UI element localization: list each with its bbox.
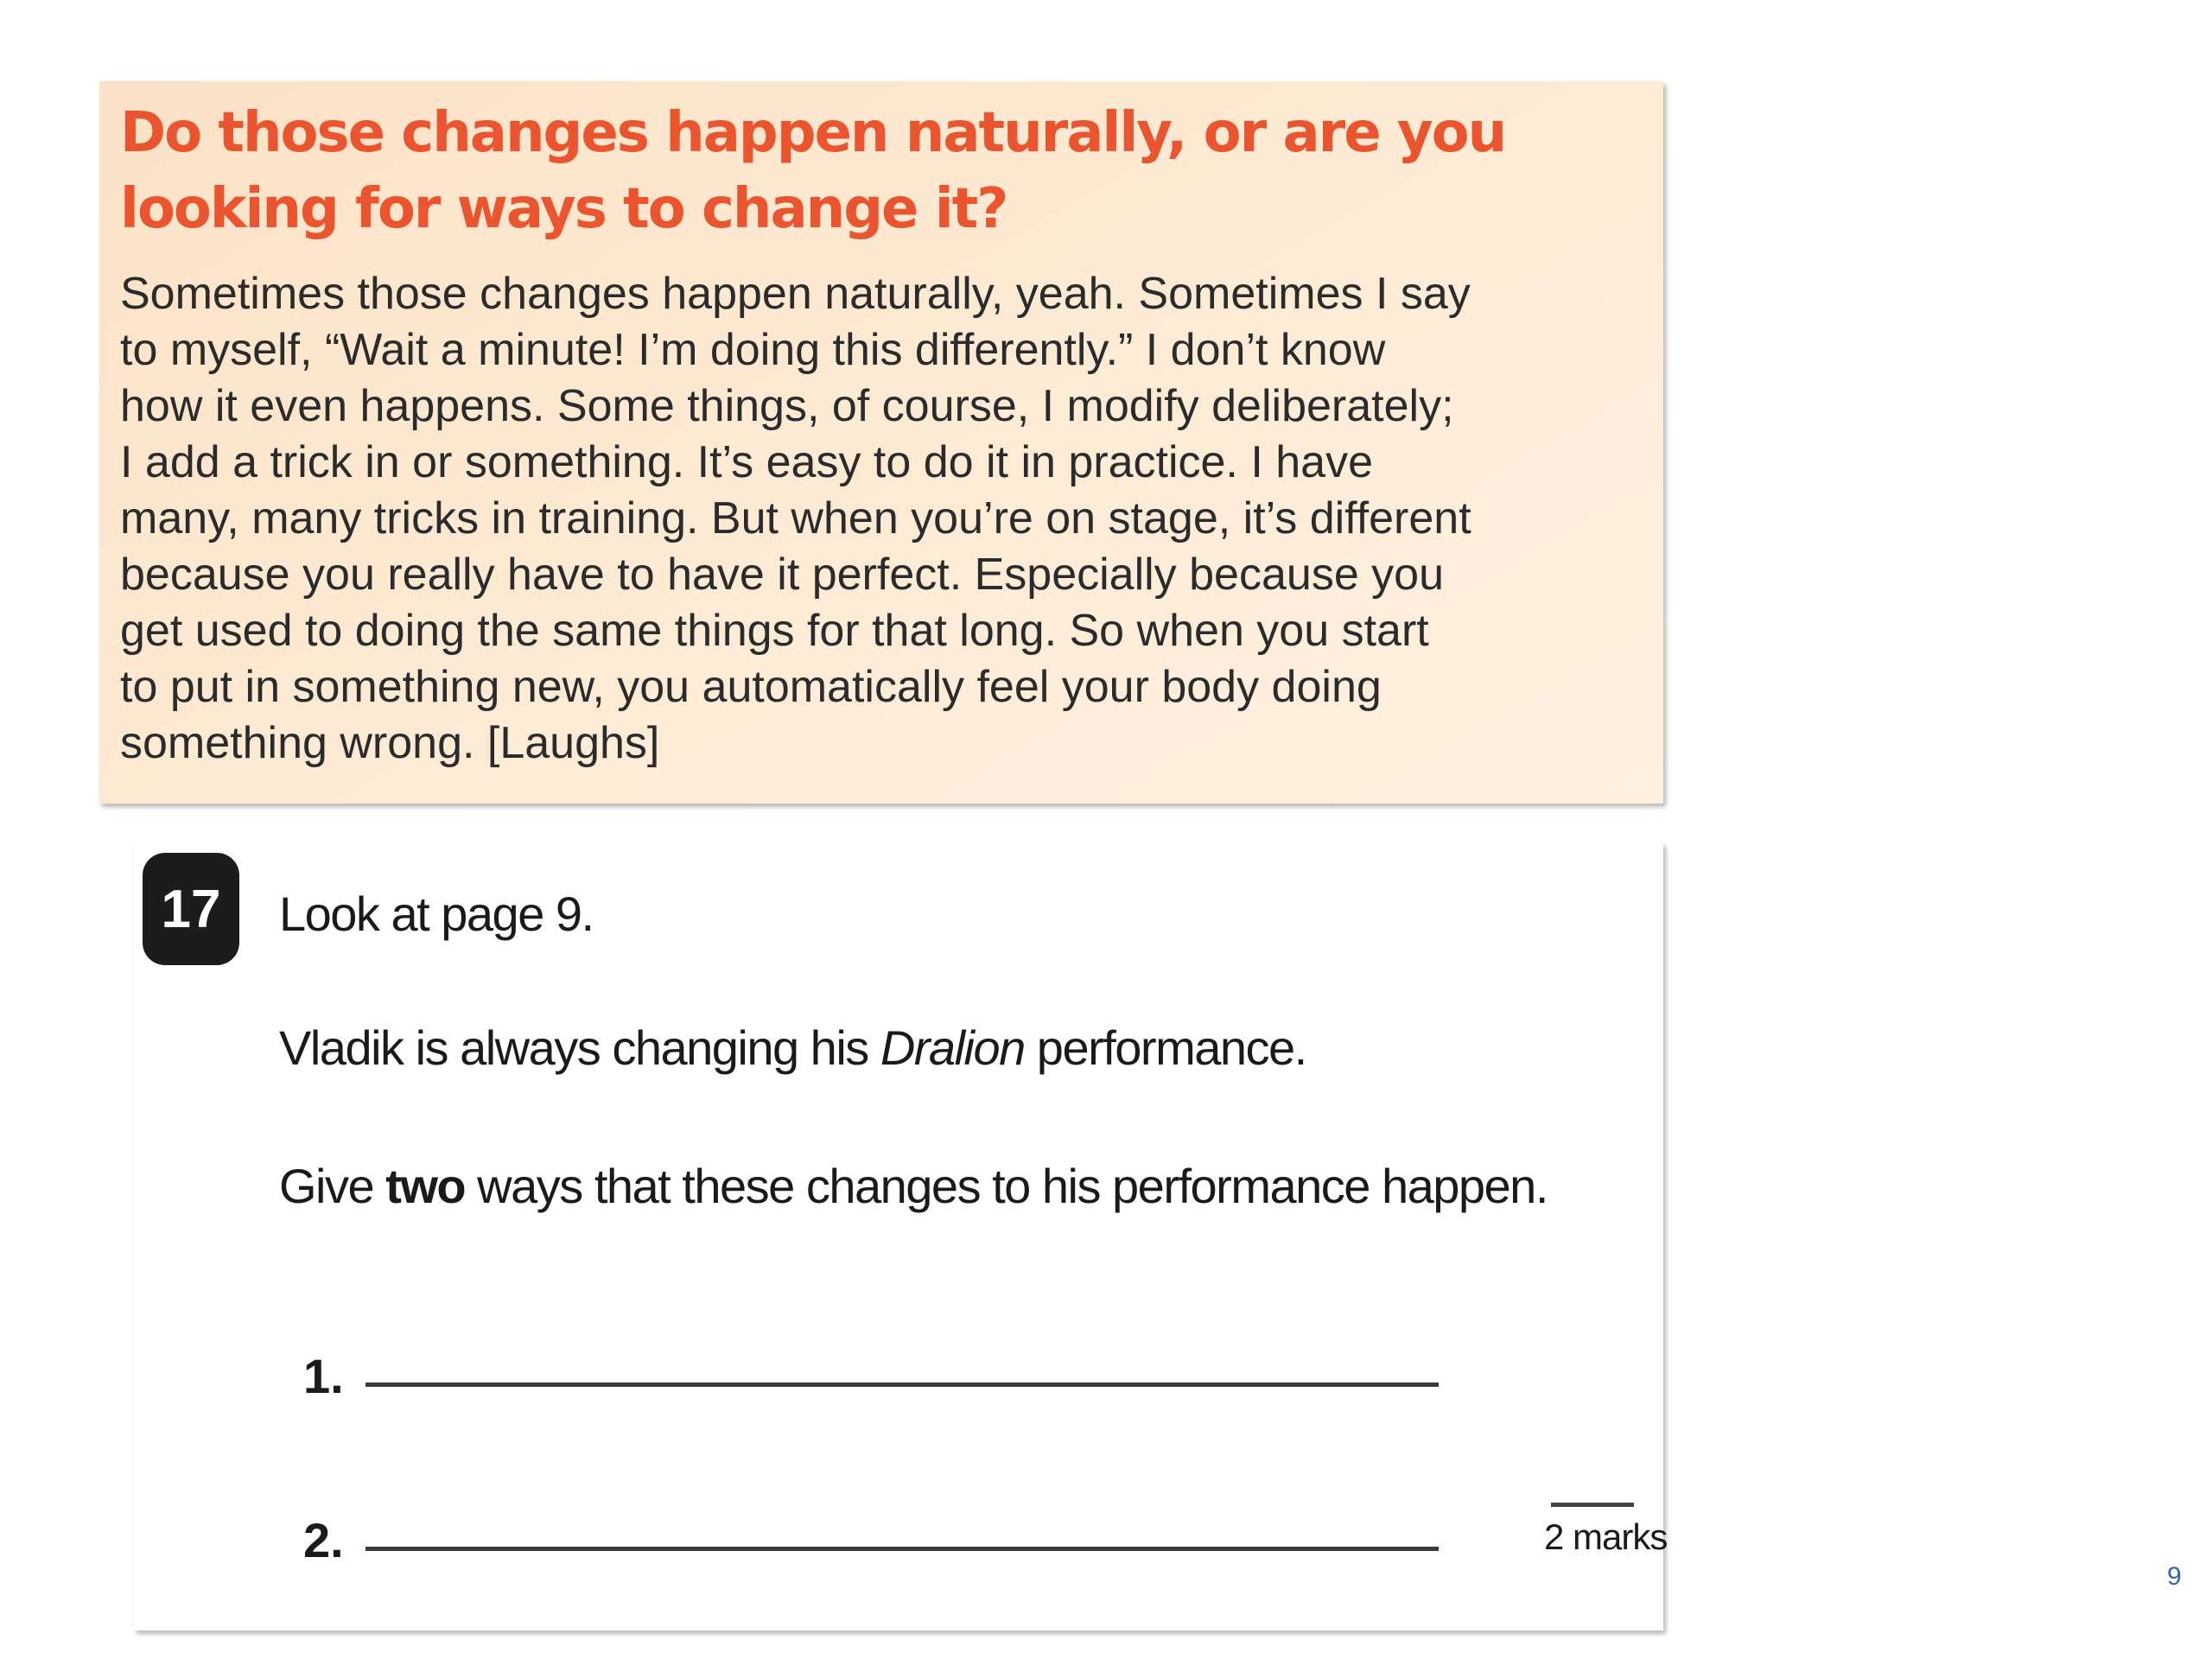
statement-text-before: Vladik is always changing his	[279, 1020, 880, 1075]
statement-show-title: Dralion	[880, 1020, 1025, 1075]
question-box	[134, 842, 1668, 1630]
interview-extract	[99, 81, 1663, 804]
question-statement	[279, 1020, 1306, 1076]
extract-body: Sometimes those changes happen naturally, yeah. Sometimes I say to myself, “Wait a minute! I’m doing this differently.” I don’t know how it even happens. Some things, of course, I modify deliberately; I add a trick in or something. It’s easy to do it in practice. I have many, many tricks in training. But when you’re on stage, it’s different because you really have to have it perfect. Especially because you get used to doing the same things for that long. So when you start to put in something new, you automatically feel your body doing something wrong. [Laughs]	[120, 269, 1471, 768]
page-number: 9	[2167, 1562, 2182, 1591]
answer-label-2: 2.	[303, 1513, 344, 1567]
statement-text-after: performance.	[1024, 1020, 1306, 1075]
question-number-badge: 17	[143, 853, 239, 965]
prompt-text-after: ways that these changes to his performance happen.	[465, 1159, 1548, 1213]
prompt-emphasis: two	[385, 1159, 466, 1213]
prompt-text-before: Give	[279, 1159, 386, 1213]
answer-label-1: 1.	[303, 1349, 344, 1403]
marks-divider	[1551, 1503, 1634, 1507]
question-prompt	[279, 1158, 1548, 1214]
question-instruction: Look at page 9.	[279, 887, 594, 941]
answer-line-2[interactable]	[365, 1547, 1439, 1551]
extract-heading: Do those changes happen naturally, or are you looking for ways to change it?	[120, 101, 1506, 241]
answer-line-1[interactable]	[365, 1382, 1439, 1387]
marks-label: 2 marks	[1544, 1516, 1668, 1557]
